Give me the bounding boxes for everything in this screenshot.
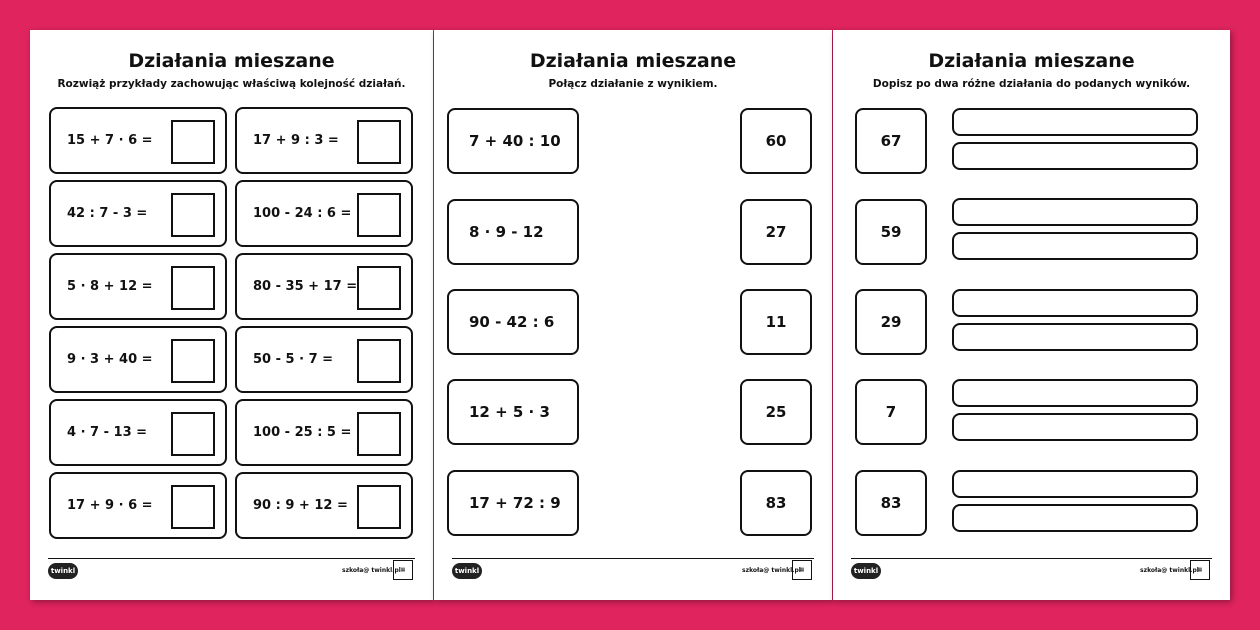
expression: 90 : 9 + 12 = [253,498,348,513]
exercise-box [49,326,227,393]
expression: 17 + 9 · 6 = [67,498,153,513]
expression: 100 - 24 : 6 = [253,206,352,221]
exercise-box [49,180,227,247]
result-card: 59 [855,199,927,265]
answer-line[interactable] [952,413,1198,441]
result-card: 29 [855,289,927,355]
answer-box[interactable] [171,412,215,456]
expression: 80 - 35 + 17 = [253,279,358,294]
answer-box[interactable] [357,485,401,529]
sheet2-title: Działania mieszane [529,50,737,72]
twinkl-logo: twinkl [48,563,78,579]
answer-box[interactable] [171,485,215,529]
expression-card[interactable]: 8 · 9 - 12 [447,199,579,265]
expression: 50 - 5 · 7 = [253,352,334,367]
exercise-box [235,107,413,174]
exercise-box [235,399,413,466]
exercise-box [235,472,413,539]
footer-divider [851,558,1212,559]
result-card[interactable]: 25 [740,379,812,445]
worksheet-3 [833,30,1230,600]
expression: 5 · 8 + 12 = [67,279,153,294]
footer-site: szkoła@ twinkl.pl [342,567,401,574]
answer-line[interactable] [952,470,1198,498]
expression-card[interactable]: 90 - 42 : 6 [447,289,579,355]
sheet1-subtitle: Rozwiąż przykłady zachowując właściwą kolejność działań. [57,78,406,90]
footer-divider [48,558,415,559]
result-card: 83 [855,470,927,536]
exercise-box [49,399,227,466]
answer-line[interactable] [952,198,1198,226]
qr-code-icon: ▦ [393,560,413,580]
footer-site: szkoła@ twinkl.pl [1140,567,1199,574]
twinkl-logo: twinkl [452,563,482,579]
result-card[interactable]: 60 [740,108,812,174]
exercise-box [235,180,413,247]
exercise-box [49,472,227,539]
expression: 15 + 7 · 6 = [67,133,153,148]
sheet1-title: Działania mieszane [128,50,335,72]
expression: 42 : 7 - 3 = [67,206,148,221]
expression: 17 + 9 : 3 = [253,133,339,148]
footer-site: szkoła@ twinkl.pl [742,567,801,574]
qr-code-icon: ▦ [1190,560,1210,580]
sheet3-title: Działania mieszane [928,50,1135,72]
answer-line[interactable] [952,108,1198,136]
answer-box[interactable] [357,120,401,164]
answer-box[interactable] [171,193,215,237]
answer-line[interactable] [952,232,1198,260]
qr-code-icon: ▦ [792,560,812,580]
answer-line[interactable] [952,379,1198,407]
expression: 9 · 3 + 40 = [67,352,153,367]
answer-line[interactable] [952,289,1198,317]
answer-line[interactable] [952,142,1198,170]
result-card[interactable]: 83 [740,470,812,536]
twinkl-logo: twinkl [851,563,881,579]
expression-card[interactable]: 17 + 72 : 9 [447,470,579,536]
result-card: 67 [855,108,927,174]
result-card[interactable]: 11 [740,289,812,355]
expression: 4 · 7 - 13 = [67,425,148,440]
worksheet-2 [434,30,832,600]
footer-divider [452,558,814,559]
answer-box[interactable] [171,266,215,310]
expression: 100 - 25 : 5 = [253,425,352,440]
expression-card[interactable]: 12 + 5 · 3 [447,379,579,445]
exercise-box [235,326,413,393]
exercise-box [235,253,413,320]
answer-box[interactable] [357,339,401,383]
sheet3-subtitle: Dopisz po dwa różne działania do podanych wyników. [872,78,1191,90]
expression-card[interactable]: 7 + 40 : 10 [447,108,579,174]
exercise-box [49,253,227,320]
answer-box[interactable] [357,412,401,456]
answer-box[interactable] [357,193,401,237]
sheet2-subtitle: Połącz działanie z wynikiem. [548,78,718,90]
worksheet-1 [30,30,433,600]
answer-line[interactable] [952,323,1198,351]
answer-line[interactable] [952,504,1198,532]
exercise-box [49,107,227,174]
answer-box[interactable] [171,120,215,164]
result-card: 7 [855,379,927,445]
answer-box[interactable] [171,339,215,383]
result-card[interactable]: 27 [740,199,812,265]
answer-box[interactable] [357,266,401,310]
